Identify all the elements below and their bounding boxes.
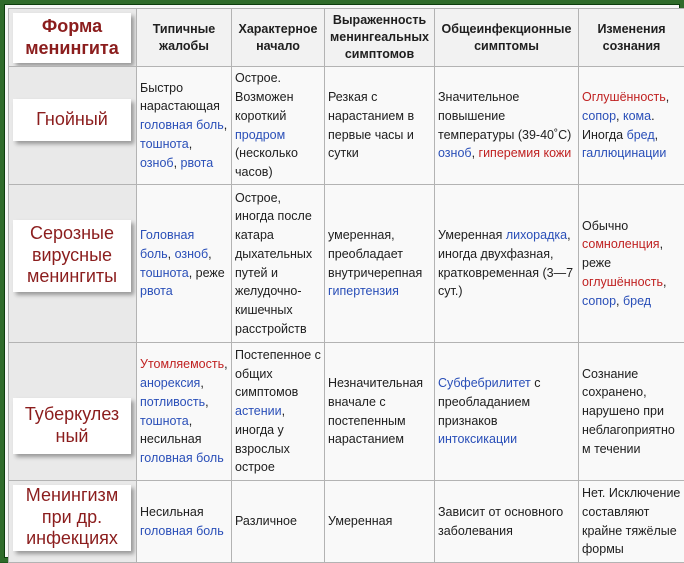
table-row [9,343,684,481]
cell-text: Постепенное с общих симптомов [235,348,321,400]
cell-text: Резкая с нарастанием в первые часы и сутки [328,90,414,160]
term-link-missing[interactable]: Оглушённость [582,90,666,104]
term-link[interactable]: сопор [582,294,616,308]
cell-text: Несильная [140,505,204,519]
cell-complaints [137,67,232,185]
term-link[interactable]: озноб [175,247,209,261]
header-form-line2: менингита [25,38,119,60]
cell-text: , [224,357,227,371]
header-consciousness: Изменения сознания [579,9,684,67]
term-link[interactable]: потливость [140,395,205,409]
form-name-line: вирусные [27,245,117,267]
form-name-line: Серозные [27,223,117,245]
cell-meningeal [325,481,435,563]
cell-complaints [137,343,232,481]
term-link[interactable]: Головная боль [140,228,194,261]
cell-text: умеренная, преобладает внутричерепная [328,228,422,280]
cell-text: Различное [235,514,297,528]
cell-text: , несильная [140,414,202,447]
term-link[interactable]: астении [235,404,282,418]
cell-text: Быстро нарастающая [140,81,220,114]
term-link[interactable]: галлюцинации [582,146,666,160]
term-link[interactable]: рвота [140,284,173,298]
header-general: Общеинфекционные симптомы [435,9,579,67]
cell-general [435,185,579,343]
cell-text: , иногда у взрослых острое [235,404,290,474]
form-name-line: инфекциях [26,528,118,550]
form-name-plate [13,398,131,454]
header-row [9,9,684,67]
header-meningeal: Выраженность менингеальных симптомов [325,9,435,67]
cell-text: Незначительная вначале с постепенным нарастанием [328,376,423,446]
form-name-line: ный [25,426,119,448]
cell-general [435,343,579,481]
cell-text: , [655,128,658,142]
cell-text: , [224,118,227,132]
header-onset: Характерное начало [232,9,325,67]
cell-text: , [663,275,666,289]
cell-meningeal [325,343,435,481]
cell-text: , [472,146,479,160]
form-cell [9,343,137,481]
term-link[interactable]: Субфебрилитет [438,376,531,390]
cell-text: Зависит от основного заболевания [438,505,563,538]
cell-consciousness [579,481,684,563]
cell-consciousness [579,185,684,343]
cell-consciousness [579,67,684,185]
form-name-line: Туберкулез [25,404,119,426]
term-link[interactable]: тошнота [140,266,189,280]
cell-text: , [205,395,208,409]
table-row [9,185,684,343]
form-cell [9,185,137,343]
cell-text: , [616,109,623,123]
cell-complaints [137,185,232,343]
term-link[interactable]: бред [627,128,655,142]
cell-consciousness [579,343,684,481]
cell-text: Обычно [582,219,628,233]
cell-text: , [208,247,211,261]
term-link[interactable]: головная боль [140,118,224,132]
term-link[interactable]: тошнота [140,137,189,151]
form-cell [9,67,137,185]
cell-text: (несколько часов) [235,146,298,179]
cell-general [435,481,579,563]
term-link[interactable]: анорексия [140,376,200,390]
form-name-line: Гнойный [36,109,108,131]
cell-general [435,67,579,185]
term-link[interactable]: лихорадка [506,228,567,242]
cell-onset [232,481,325,563]
cell-text: , [168,247,175,261]
cell-text: , иногда двухфазная, кратковременная (3—7 сут.) [438,228,573,298]
form-name-plate [13,485,131,551]
header-complaints: Типичные жалобы [137,9,232,67]
term-link[interactable]: кома [623,109,651,123]
cell-text: , [174,156,181,170]
cell-text: , [200,376,203,390]
term-link[interactable]: продром [235,128,285,142]
term-link-missing[interactable]: сомноленция [582,237,660,251]
cell-text: Значительное повышение температуры (39-40˚C) [438,90,571,142]
cell-onset [232,185,325,343]
cell-onset [232,67,325,185]
cell-meningeal [325,185,435,343]
form-name-line: менингиты [27,266,117,288]
meningitis-table [8,8,684,563]
cell-text: , реже [582,237,663,270]
cell-text: Острое, иногда после катара дыхательных путей и желудочно-кишечных расстройств [235,191,312,336]
term-link[interactable]: рвота [181,156,214,170]
cell-text: Умеренная [328,514,392,528]
term-link[interactable]: бред [623,294,651,308]
cell-onset [232,343,325,481]
form-name-plate [13,220,131,292]
form-header-plate [13,13,131,63]
term-link[interactable]: озноб [140,156,174,170]
term-link[interactable]: тошнота [140,414,189,428]
term-link[interactable]: головная боль [140,451,224,465]
cell-text: с преобладанием признаков [438,376,540,428]
cell-text: Сознание сохранено, нарушено при неблагоприятном течении [582,367,675,456]
form-name-plate [13,99,131,141]
term-link-missing[interactable]: оглушённость [582,275,663,289]
form-name-line: Менингизм [26,485,118,507]
cell-text: , [616,294,623,308]
cell-complaints [137,481,232,563]
header-form [9,9,137,67]
term-link[interactable]: сопор [582,109,616,123]
header-form-line1: Форма [25,16,119,38]
form-cell [9,481,137,563]
cell-text: Нет. Исключение составляют крайне тяжёлые формы [582,486,680,556]
cell-text: , [189,137,192,151]
cell-meningeal [325,67,435,185]
table-row [9,481,684,563]
cell-text: , [666,90,669,104]
term-link[interactable]: интоксикации [438,432,517,446]
table-row [9,67,684,185]
term-link-missing[interactable]: гиперемия кожи [479,146,572,160]
cell-text: , реже [189,266,225,280]
term-link-missing[interactable]: Утомляемость [140,357,224,371]
cell-text: Острое. Возможен короткий [235,71,294,123]
term-link[interactable]: головная боль [140,524,224,538]
form-name-line: при др. [26,507,118,529]
term-link[interactable]: гипертензия [328,284,399,298]
term-link[interactable]: озноб [438,146,472,160]
cell-text: Умеренная [438,228,506,242]
cell-text: . Иногда [582,109,655,142]
